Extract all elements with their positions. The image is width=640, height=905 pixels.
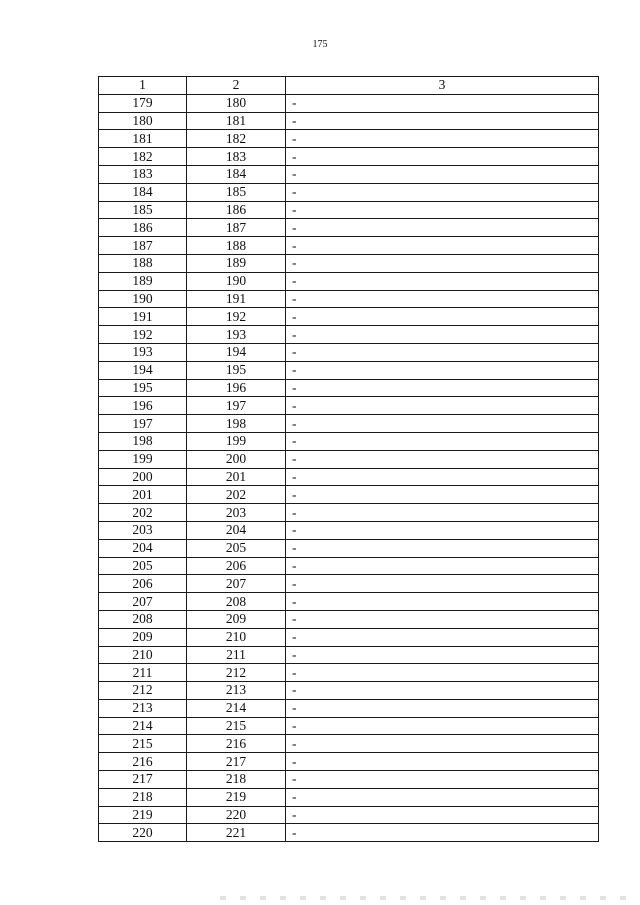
table-cell-col3: - (286, 486, 599, 504)
table-cell-col1: 185 (99, 201, 187, 219)
table-row (99, 521, 599, 539)
table-cell-col1: 214 (99, 717, 187, 735)
table-cell-col1: 190 (99, 290, 187, 308)
table-row (99, 165, 599, 183)
table-row (99, 682, 599, 700)
table-cell-col2: 208 (187, 593, 286, 611)
table-cell-col2: 215 (187, 717, 286, 735)
table-row (99, 397, 599, 415)
table-cell-col2: 209 (187, 610, 286, 628)
table-cell-col1: 186 (99, 219, 187, 237)
table-row (99, 468, 599, 486)
table-cell-col2: 187 (187, 219, 286, 237)
table-cell-col3: - (286, 272, 599, 290)
table-cell-col2: 186 (187, 201, 286, 219)
table-row (99, 486, 599, 504)
table-cell-col3: - (286, 326, 599, 344)
table-row (99, 735, 599, 753)
table-cell-col1: 210 (99, 646, 187, 664)
table-cell-col1: 211 (99, 664, 187, 682)
table-cell-col3: - (286, 539, 599, 557)
header-row (99, 77, 599, 95)
table-row (99, 806, 599, 824)
table-row (99, 130, 599, 148)
table-cell-col3: - (286, 557, 599, 575)
header-cell-1: 1 (99, 77, 187, 95)
table-cell-col3: - (286, 753, 599, 771)
table-row (99, 361, 599, 379)
table-cell-col3: - (286, 521, 599, 539)
table-cell-col3: - (286, 379, 599, 397)
table-cell-col2: 182 (187, 130, 286, 148)
header-cell-2: 2 (187, 77, 286, 95)
table-cell-col2: 205 (187, 539, 286, 557)
table-cell-col2: 183 (187, 148, 286, 166)
table-row (99, 112, 599, 130)
table-cell-col1: 203 (99, 521, 187, 539)
table-cell-col1: 216 (99, 753, 187, 771)
table-cell-col3: - (286, 450, 599, 468)
table-row (99, 432, 599, 450)
table-cell-col2: 207 (187, 575, 286, 593)
table-row (99, 753, 599, 771)
table-cell-col2: 206 (187, 557, 286, 575)
table-cell-col2: 221 (187, 824, 286, 842)
table-cell-col3: - (286, 575, 599, 593)
table-cell-col1: 209 (99, 628, 187, 646)
table-cell-col1: 193 (99, 343, 187, 361)
table-cell-col1: 189 (99, 272, 187, 290)
table-cell-col2: 201 (187, 468, 286, 486)
table-row (99, 664, 599, 682)
table-cell-col3: - (286, 112, 599, 130)
table-cell-col1: 195 (99, 379, 187, 397)
table-cell-col1: 194 (99, 361, 187, 379)
table-row (99, 646, 599, 664)
table-cell-col2: 180 (187, 94, 286, 112)
table-cell-col2: 202 (187, 486, 286, 504)
table-cell-col1: 184 (99, 183, 187, 201)
table-cell-col2: 204 (187, 521, 286, 539)
table-row (99, 699, 599, 717)
table-cell-col1: 182 (99, 148, 187, 166)
table-cell-col3: - (286, 806, 599, 824)
table-cell-col3: - (286, 646, 599, 664)
table-cell-col3: - (286, 735, 599, 753)
table-cell-col1: 191 (99, 308, 187, 326)
page-number: 175 (312, 39, 328, 50)
table-cell-col1: 202 (99, 504, 187, 522)
table-row (99, 308, 599, 326)
table-cell-col2: 192 (187, 308, 286, 326)
table-cell-col2: 214 (187, 699, 286, 717)
table-row (99, 343, 599, 361)
table-cell-col2: 193 (187, 326, 286, 344)
table-cell-col3: - (286, 682, 599, 700)
table-cell-col2: 190 (187, 272, 286, 290)
table-row (99, 272, 599, 290)
table-cell-col1: 213 (99, 699, 187, 717)
table-cell-col3: - (286, 308, 599, 326)
table-row (99, 379, 599, 397)
table-row (99, 201, 599, 219)
table-cell-col3: - (286, 432, 599, 450)
table-cell-col3: - (286, 788, 599, 806)
table-row (99, 788, 599, 806)
table-cell-col1: 181 (99, 130, 187, 148)
table-cell-col3: - (286, 237, 599, 255)
table-cell-col1: 188 (99, 254, 187, 272)
table-cell-col3: - (286, 415, 599, 433)
table-cell-col1: 206 (99, 575, 187, 593)
table-cell-col1: 201 (99, 486, 187, 504)
table-cell-col2: 203 (187, 504, 286, 522)
table-cell-col2: 198 (187, 415, 286, 433)
table-body (99, 94, 599, 841)
table-cell-col1: 199 (99, 450, 187, 468)
table-cell-col3: - (286, 468, 599, 486)
table-cell-col2: 218 (187, 771, 286, 789)
table-cell-col1: 204 (99, 539, 187, 557)
table-cell-col3: - (286, 824, 599, 842)
table-cell-col1: 208 (99, 610, 187, 628)
table-cell-col3: - (286, 771, 599, 789)
table-cell-col1: 180 (99, 112, 187, 130)
data-table (98, 76, 599, 842)
table-cell-col3: - (286, 254, 599, 272)
table-cell-col3: - (286, 201, 599, 219)
table-cell-col1: 179 (99, 94, 187, 112)
table-cell-col2: 220 (187, 806, 286, 824)
table-row (99, 824, 599, 842)
table-cell-col2: 216 (187, 735, 286, 753)
table-cell-col1: 198 (99, 432, 187, 450)
table-row (99, 593, 599, 611)
table-cell-col1: 205 (99, 557, 187, 575)
table-row (99, 290, 599, 308)
table-cell-col3: - (286, 361, 599, 379)
table-cell-col2: 213 (187, 682, 286, 700)
table-cell-col3: - (286, 610, 599, 628)
table-cell-col2: 217 (187, 753, 286, 771)
table-cell-col1: 187 (99, 237, 187, 255)
table-cell-col3: - (286, 593, 599, 611)
table-cell-col3: - (286, 165, 599, 183)
table-row (99, 717, 599, 735)
table-row (99, 504, 599, 522)
table-row (99, 219, 599, 237)
table-cell-col3: - (286, 717, 599, 735)
table-cell-col2: 211 (187, 646, 286, 664)
table-row (99, 771, 599, 789)
table-cell-col1: 192 (99, 326, 187, 344)
table-cell-col2: 200 (187, 450, 286, 468)
table-cell-col2: 219 (187, 788, 286, 806)
table-row (99, 450, 599, 468)
table-row (99, 557, 599, 575)
table-row (99, 628, 599, 646)
table-cell-col1: 218 (99, 788, 187, 806)
table-cell-col3: - (286, 183, 599, 201)
table-row (99, 148, 599, 166)
table-cell-col1: 215 (99, 735, 187, 753)
table-row (99, 254, 599, 272)
table-cell-col1: 219 (99, 806, 187, 824)
table-cell-col2: 189 (187, 254, 286, 272)
table-cell-col2: 194 (187, 343, 286, 361)
table-row (99, 610, 599, 628)
table-cell-col3: - (286, 148, 599, 166)
table-row (99, 575, 599, 593)
table-cell-col2: 185 (187, 183, 286, 201)
table-cell-col2: 210 (187, 628, 286, 646)
table-row (99, 183, 599, 201)
table-cell-col1: 212 (99, 682, 187, 700)
table-cell-col3: - (286, 343, 599, 361)
scan-artifact (220, 896, 640, 900)
table-cell-col3: - (286, 94, 599, 112)
table-cell-col2: 197 (187, 397, 286, 415)
table-row (99, 326, 599, 344)
table-cell-col1: 200 (99, 468, 187, 486)
table-row (99, 415, 599, 433)
table-cell-col2: 195 (187, 361, 286, 379)
table-cell-col1: 220 (99, 824, 187, 842)
table-cell-col2: 199 (187, 432, 286, 450)
table-cell-col3: - (286, 290, 599, 308)
table-cell-col1: 207 (99, 593, 187, 611)
table-cell-col3: - (286, 219, 599, 237)
header-cell-3: 3 (286, 77, 599, 95)
table-cell-col1: 217 (99, 771, 187, 789)
table-cell-col2: 191 (187, 290, 286, 308)
table-row (99, 539, 599, 557)
table-cell-col2: 196 (187, 379, 286, 397)
table-cell-col3: - (286, 130, 599, 148)
table-cell-col2: 212 (187, 664, 286, 682)
table-row (99, 237, 599, 255)
table-cell-col3: - (286, 628, 599, 646)
table-cell-col2: 184 (187, 165, 286, 183)
table-cell-col2: 181 (187, 112, 286, 130)
table-cell-col1: 196 (99, 397, 187, 415)
table-cell-col3: - (286, 397, 599, 415)
table-row (99, 94, 599, 112)
table-cell-col1: 183 (99, 165, 187, 183)
table-cell-col3: - (286, 664, 599, 682)
table-cell-col1: 197 (99, 415, 187, 433)
table-header (99, 77, 599, 95)
table-cell-col2: 188 (187, 237, 286, 255)
table-cell-col3: - (286, 504, 599, 522)
table-cell-col3: - (286, 699, 599, 717)
